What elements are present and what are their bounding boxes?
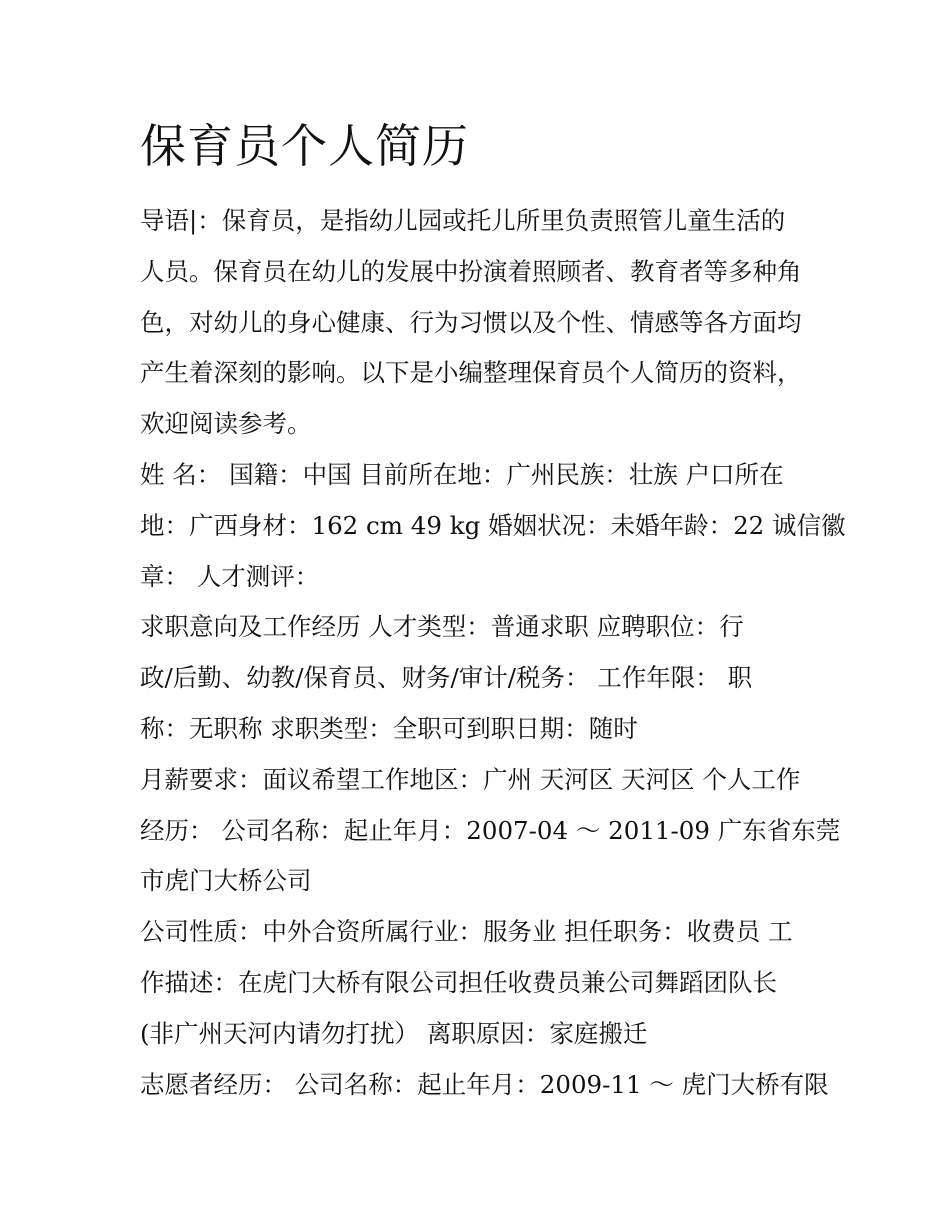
text-line: 姓 名： 国籍：中国 目前所在地：广州民族：壮族 户口所在 bbox=[140, 459, 784, 489]
text-line: 章： 人才测评： bbox=[140, 561, 320, 591]
text-line: 人员。保育员在幼儿的发展中扮演着照顾者、教育者等多种角 bbox=[140, 256, 802, 286]
document-title: 保育员个人简历 bbox=[140, 119, 469, 173]
text-line: 称：无职称 求职类型：全职可到职日期：随时 bbox=[140, 713, 638, 743]
text-line: 市虎门大桥公司 bbox=[140, 866, 312, 896]
paragraph-volunteer bbox=[140, 1060, 830, 1111]
text-line: 地：广西身材：162 cm 49 kg 婚姻状况：未婚年龄：22 诚信徽 bbox=[140, 510, 846, 540]
text-line: 月薪要求：面议希望工作地区：广州 天河区 天河区 个人工作 bbox=[140, 764, 801, 794]
paragraph-personal-info bbox=[140, 450, 846, 602]
text-line: (非广州天河内请勿打扰） 离职原因：家庭搬迁 bbox=[140, 1018, 648, 1048]
text-line: 导语|：保育员，是指幼儿园或托儿所里负责照管儿童生活的 bbox=[140, 206, 786, 235]
text-line: 公司性质：中外合资所属行业：服务业 担任职务：收费员 工 bbox=[140, 917, 793, 947]
text-line: 欢迎阅读参考。 bbox=[140, 409, 312, 439]
paragraph-job-intention bbox=[140, 602, 830, 754]
text-line: 色，对幼儿的身心健康、行为习惯以及个性、情感等各方面均 bbox=[140, 307, 802, 337]
paragraph-intro bbox=[140, 196, 830, 450]
text-line: 经历： 公司名称：起止年月：2007-04 ～ 2011-09 广东省东莞 bbox=[140, 815, 841, 845]
paragraph-salary-experience bbox=[140, 755, 841, 907]
text-line: 产生着深刻的影响。以下是小编整理保育员个人简历的资料， bbox=[140, 358, 802, 388]
text-line: 志愿者经历： 公司名称：起止年月：2009-11 ～ 虎门大桥有限 bbox=[140, 1069, 829, 1099]
paragraph-company-details bbox=[140, 907, 830, 1059]
document-body bbox=[140, 196, 846, 1110]
text-line: 作描述：在虎门大桥有限公司担任收费员兼公司舞蹈团队长 bbox=[140, 967, 777, 997]
text-line: 求职意向及工作经历 人才类型：普通求职 应聘职位：行 bbox=[140, 612, 744, 642]
text-line: 政/后勤、幼教/保育员、财务/审计/税务： 工作年限： 职 bbox=[140, 663, 753, 693]
